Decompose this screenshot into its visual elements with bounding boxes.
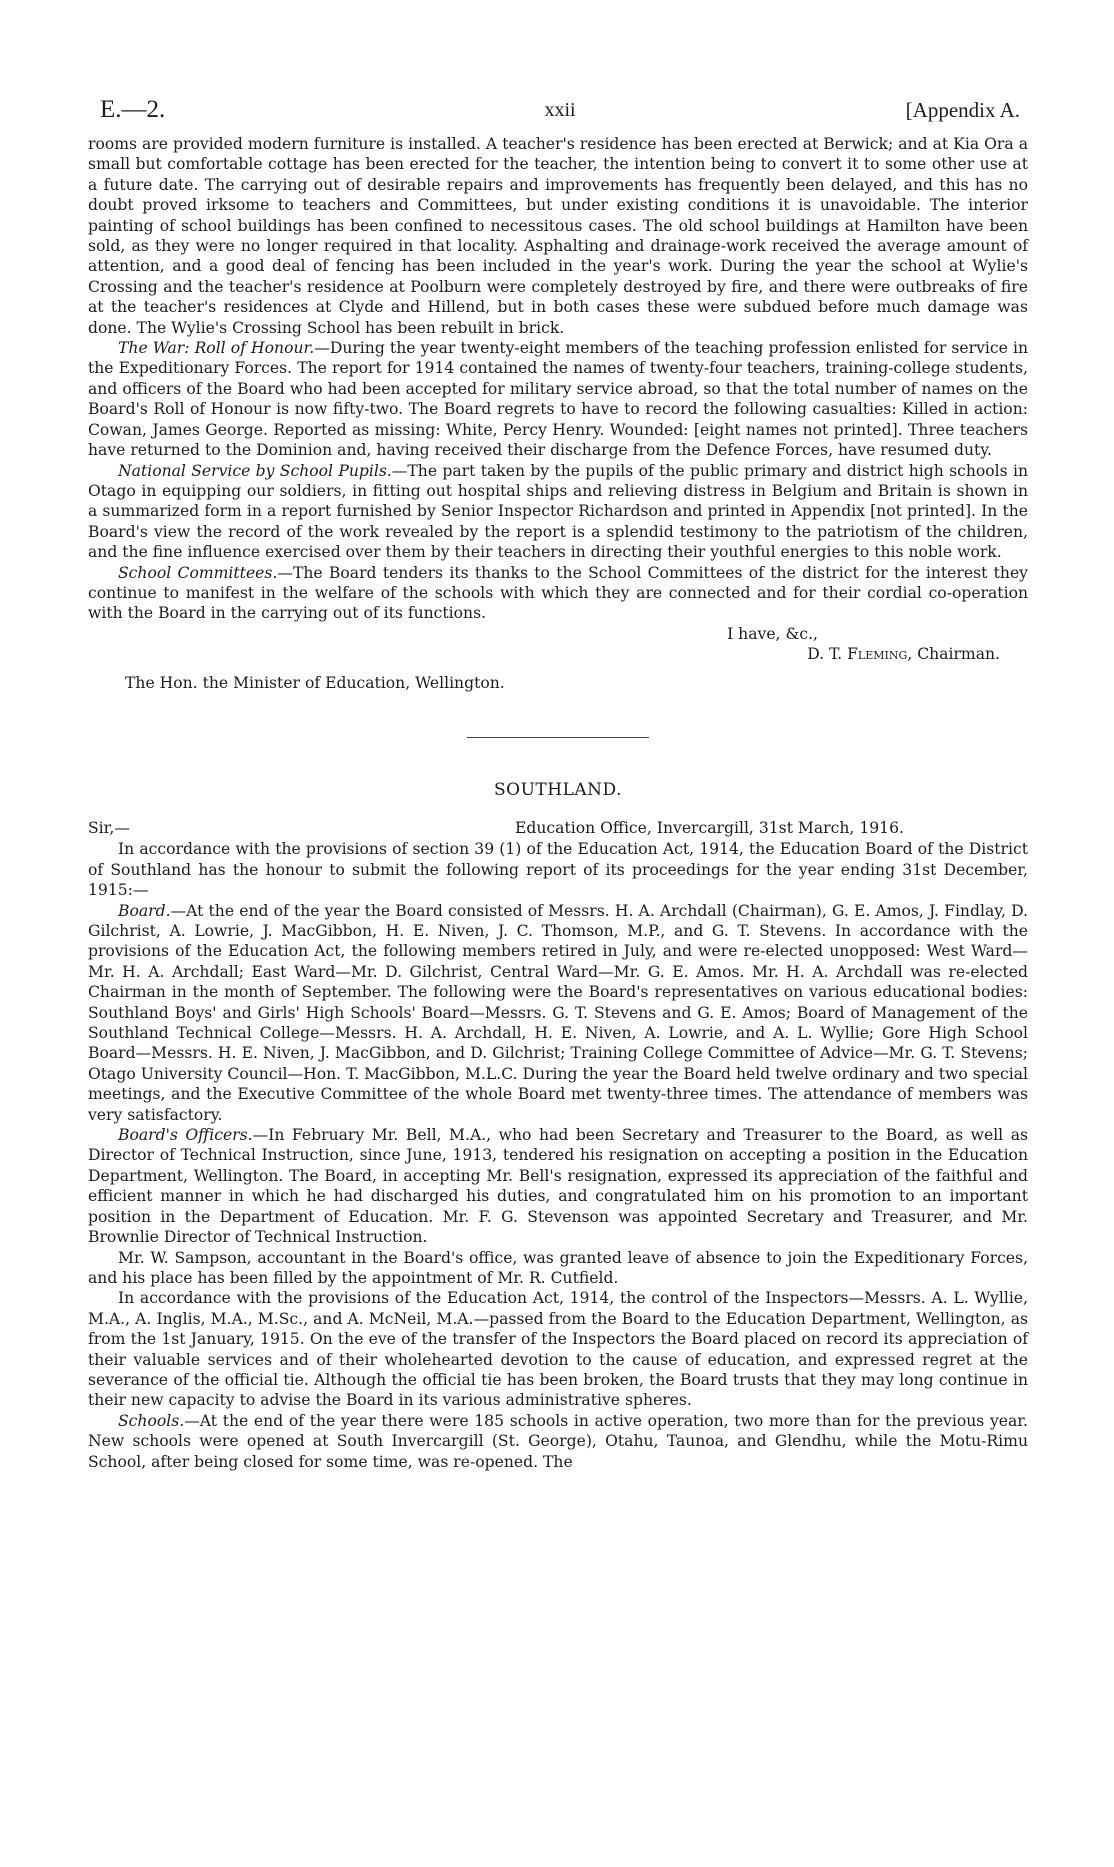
heading-roll-of-honour: The War: Roll of Honour. — [118, 339, 315, 358]
heading-board: Board. — [118, 901, 171, 920]
signatory-name: D. T. Fleming, — [807, 645, 913, 664]
paragraph-officers — [88, 1125, 1028, 1247]
dateline: Education Office, Invercargill, 31st March, 1916. — [515, 819, 904, 838]
appendix-label: [Appendix A. — [905, 98, 1020, 122]
page-header — [100, 88, 1020, 128]
paragraph-inspectors: In accordance with the provisions of the Education Act, 1914, the control of the Inspectors—Messrs. A. L. Wyllie, M.A., A. Inglis, M.A., M.Sc., and A. McNeil, M.A.—passed from the Board to the Education Department, Wellington, as from the 1st January, 1915. On the eve of the transfer of the Inspectors the Board placed on record its appreciation of their valuable services and of their wholehearted devotion to the cause of education, and expressed regret at the severance of the official tie. Although the official tie has been broken, the Board trusts that they may long continue in their new capacity to advise the Board in its various administrative spheres. — [88, 1289, 1028, 1410]
text-schools: —At the end of the year there were 185 schools in active operation, two more than for the previous year. New schools were opened at South Invercargill (St. George), Otahu, Taunoa, and Glendhu, while the Motu-Rimu School, after being closed for some time, was re-opened. The — [88, 1411, 1028, 1471]
salutation: Sir,— — [88, 819, 130, 838]
heading-officers: Board's Officers. — [118, 1126, 253, 1145]
paragraph-board — [88, 901, 1028, 1125]
signatory-title: Chairman. — [912, 645, 1000, 664]
text-school-committees: —The Board tenders its thanks to the School Committees of the district for the interest they continue to manifest in the welfare of the schools with which they are connected and for their cordial co-operation with the Board in the carrying out of its functions. — [88, 563, 1028, 623]
page-body — [88, 134, 1028, 1472]
section-divider — [467, 737, 649, 738]
heading-national-service: National Service by School Pupils. — [118, 461, 392, 480]
paragraph-roll-of-honour — [88, 338, 1028, 460]
page-number: xxii — [544, 99, 576, 121]
paragraph-buildings: rooms are provided modern furniture is installed. A teacher's residence has been erected at Berwick; and at Kia Ora a small but comfortable cottage has been erected for the teacher, the intention being to convert it to some other use at a future date. The carrying out of desirable repairs and improvements has frequently been delayed, and this has no doubt proved irksome to teachers and Committees, but under existing conditions it is unavoidable. The interior painting of school buildings has been confined to necessitous cases. The old school buildings at Hamilton have been sold, as they were no longer required in that locality. Asphalting and drainage-work received the average amount of attention, and a good deal of fencing has been included in the year's work. During the year the school at Wylie's Crossing and the teacher's residence at Poolburn were completely destroyed by fire, and there were outbreaks of fire at the teacher's residences at Clyde and Hillend, but in both cases these were subdued before much damage was done. The Wylie's Crossing School has been rebuilt in brick. — [88, 135, 1028, 337]
signatory — [88, 644, 1028, 664]
report-reference: E.—2. — [100, 96, 166, 123]
paragraph-national-service — [88, 461, 1028, 563]
closing: I have, &c., — [727, 624, 818, 643]
heading-school-committees: School Committees. — [118, 563, 278, 582]
text-national-service: —The part taken by the pupils of the public primary and district high schools in Otago in equipping our soldiers, in fitting out hospital ships and relieving distress in Belgium and Britain is shown in a summarized form in a report furnished by Senior Inspector Richardson and printed in Appendix [not printed]. In the Board's view the record of the work revealed by the report is a splendid testimony to the patriotism of the children, and the fine influence exercised over them by their teachers in directing their youthful energies to this noble work. — [88, 461, 1029, 562]
paragraph-sampson: Mr. W. Sampson, accountant in the Board's office, was granted leave of absence to join the Expeditionary Forces, and his place has been filled by the appointment of Mr. R. Cutfield. — [88, 1248, 1028, 1287]
text-roll-of-honour: —During the year twenty-eight members of the teaching profession enlisted for service in the Expeditionary Forces. The report for 1914 contained the names of twenty-four teachers, training-college students, and officers of the Board who had been accepted for military service abroad, so that the total number of names on the Board's Roll of Honour is now fifty-two. The Board regrets to have to record the following casualties: Killed in action: Cowan, James George. Reported as missing: White, Percy Henry. Wounded: [eight names not printed]. Three teachers have returned to the Dominion and, having received their discharge from the Defence Forces, have resumed duty. — [88, 339, 1028, 460]
heading-schools: Schools. — [118, 1411, 185, 1430]
addressee: The Hon. the Minister of Education, Wellington. — [125, 673, 505, 692]
letter-heading — [88, 818, 1028, 839]
paragraph-intro: In accordance with the provisions of section 39 (1) of the Education Act, 1914, the Education Board of the District of Southland has the honour to submit the following report of its proceedings for the year ending 31st December, 1915:— — [88, 840, 1028, 900]
section-title: SOUTHLAND. — [494, 779, 622, 800]
text-board: —At the end of the year the Board consisted of Messrs. H. A. Archdall (Chairman), G. E. Amos, J. Findlay, D. Gilchrist, A. Lowrie, J. MacGibbon, H. E. Niven, J. C. Thomson, M.P., and G. T. Stevens. In accordance with the provisions of the Education Act, the following members retired in July, and were re-elected unopposed: West Ward—Mr. H. A. Archdall; East Ward—Mr. D. Gilchrist, Central Ward—Mr. G. E. Amos. Mr. H. A. Archdall was re-elected Chairman in the month of September. The following were the Board's representatives on various educational bodies: Southland Boys' and Girls' High Schools' Board—Messrs. G. T. Stevens and G. E. Amos; Board of Management of the Southland Technical College—Messrs. H. A. Archdall, H. E. Niven, A. Lowrie, and A. L. Wyllie; Gore High School Board—Messrs. H. E. Niven, J. MacGibbon, and D. Gilchrist; Training College Committee of Advice—Mr. G. T. Stevens; Otago University Council—Hon. T. MacGibbon, M.L.C. During the year the Board held twelve ordinary and two special meetings, and the Executive Committee of the whole Board met twenty-three times. The attendance of members was very satisfactory. — [88, 901, 1028, 1124]
paragraph-schools — [88, 1411, 1028, 1472]
paragraph-school-committees — [88, 563, 1028, 624]
text-officers: —In February Mr. Bell, M.A., who had been Secretary and Treasurer to the Board, as well as Director of Technical Instruction, since June, 1913, tendered his resignation on accepting a position in the Education Department, Wellington. The Board, in accepting Mr. Bell's resignation, expressed its appreciation of the faithful and efficient manner in which he had discharged his duties, and congratulated him on his promotion to an important position in the Department of Education. Mr. F. G. Stevenson was appointed Secretary and Treasurer, and Mr. Brownlie Director of Technical Instruction. — [88, 1126, 1028, 1247]
signature-block — [88, 624, 1028, 665]
